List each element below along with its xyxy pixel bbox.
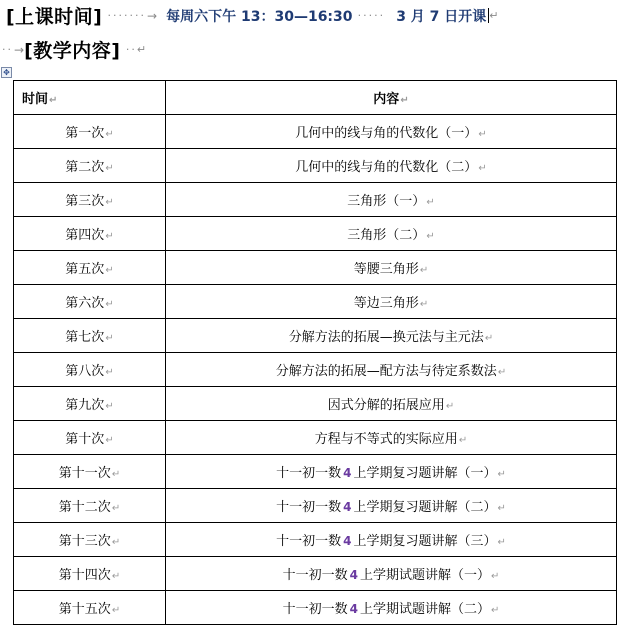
class-time-heading: [上课时间] (6, 6, 103, 28)
topic-cell: 等腰三角形↵ (166, 251, 617, 285)
cell-mark-icon: ↵ (105, 129, 114, 140)
topic-cell: 分解方法的拓展—换元法与主元法↵ (166, 319, 617, 353)
table-row (14, 489, 617, 523)
session-cell: 第十二次↵ (14, 489, 166, 523)
topic-cell: 十一初一数 4 上学期复习题讲解（三）↵ (166, 523, 617, 557)
topic-cell: 方程与不等式的实际应用↵ (166, 421, 617, 455)
cell-mark-icon: ↵ (497, 367, 507, 378)
cell-mark-icon: ↵ (105, 265, 114, 276)
topic-cell: 等边三角形↵ (166, 285, 617, 319)
cell-mark-icon: ↵ (400, 95, 409, 106)
cell-mark-icon: ↵ (491, 571, 500, 582)
formatting-marks: ··↵ (120, 43, 149, 56)
cell-mark-icon: ↵ (49, 95, 58, 106)
table-row (14, 285, 617, 319)
cell-mark-icon: ↵ (111, 537, 121, 548)
table-row (14, 557, 617, 591)
topic-cell: 十一初一数 4 上学期复习题讲解（一）↵ (166, 455, 617, 489)
cell-mark-icon: ↵ (105, 163, 114, 174)
session-cell: 第五次↵ (14, 251, 166, 285)
content-heading: [教学内容] (24, 40, 121, 62)
cell-mark-icon: ↵ (105, 435, 114, 446)
session-cell: 第十三次↵ (14, 523, 166, 557)
tab-arrow-icon: → (146, 8, 158, 23)
topic-cell: 几何中的线与角的代数化（一）↵ (166, 115, 617, 149)
cell-mark-icon: ↵ (111, 571, 121, 582)
paragraph-mark-icon: ↵ (489, 9, 501, 22)
topic-cell: 分解方法的拓展—配方法与待定系数法↵ (166, 353, 617, 387)
class-time-line (6, 2, 501, 28)
table-row (14, 591, 617, 625)
column-header-time: 时间↵ (14, 81, 166, 115)
session-cell: 第四次↵ (14, 217, 166, 251)
formatting-marks: ·· (2, 43, 13, 56)
cell-mark-icon: ↵ (105, 197, 114, 208)
cell-mark-icon: ↵ (426, 231, 435, 242)
session-cell: 第十五次↵ (14, 591, 166, 625)
cell-mark-icon: ↵ (426, 197, 435, 208)
syllabus-table (13, 80, 617, 625)
topic-cell: 三角形（一）↵ (166, 183, 617, 217)
formatting-marks: ······· (107, 9, 146, 22)
topic-cell: 因式分解的拓展应用↵ (166, 387, 617, 421)
topic-cell: 三角形（二）↵ (166, 217, 617, 251)
cell-mark-icon: ↵ (419, 265, 429, 276)
cell-mark-icon: ↵ (105, 231, 114, 242)
table-row (14, 115, 617, 149)
session-cell: 第二次↵ (14, 149, 166, 183)
cell-mark-icon: ↵ (111, 469, 121, 480)
session-cell: 第七次↵ (14, 319, 166, 353)
session-cell: 第八次↵ (14, 353, 166, 387)
cell-mark-icon: ↵ (105, 333, 114, 344)
start-date-text: 3 月 7 日开课 (396, 8, 487, 25)
table-row (14, 251, 617, 285)
table-row (14, 523, 617, 557)
topic-cell: 几何中的线与角的代数化（二）↵ (166, 149, 617, 183)
session-cell: 第十一次↵ (14, 455, 166, 489)
cell-mark-icon: ↵ (491, 605, 500, 616)
cell-mark-icon: ↵ (111, 503, 121, 514)
table-row (14, 149, 617, 183)
table-row (14, 319, 617, 353)
table-row (14, 387, 617, 421)
cell-mark-icon: ↵ (497, 537, 506, 548)
cell-mark-icon: ↵ (105, 299, 114, 310)
table-row (14, 353, 617, 387)
table-move-handle-icon[interactable]: ✥ (1, 67, 12, 78)
session-cell: 第十次↵ (14, 421, 166, 455)
cell-mark-icon: ↵ (458, 435, 468, 446)
table-row (14, 455, 617, 489)
cell-mark-icon: ↵ (105, 401, 114, 412)
topic-cell: 十一初一数 4 上学期试题讲解（一）↵ (166, 557, 617, 591)
table-header-row (14, 81, 617, 115)
cell-mark-icon: ↵ (478, 163, 487, 174)
cell-mark-icon: ↵ (419, 299, 429, 310)
table-row (14, 183, 617, 217)
content-line (2, 36, 148, 62)
cell-mark-icon: ↵ (497, 469, 506, 480)
table-row (14, 217, 617, 251)
session-cell: 第三次↵ (14, 183, 166, 217)
session-cell: 第一次↵ (14, 115, 166, 149)
cell-mark-icon: ↵ (478, 129, 487, 140)
cell-mark-icon: ↵ (445, 401, 455, 412)
cell-mark-icon: ↵ (497, 503, 506, 514)
cell-mark-icon: ↵ (105, 367, 114, 378)
schedule-text: 每周六下午 13：30—16:30 (166, 8, 353, 25)
cell-mark-icon: ↵ (111, 605, 121, 616)
table-row (14, 421, 617, 455)
topic-cell: 十一初一数 4 上学期试题讲解（二）↵ (166, 591, 617, 625)
tab-arrow-icon: → (14, 42, 25, 57)
session-cell: 第六次↵ (14, 285, 166, 319)
column-header-content: 内容↵ (166, 81, 617, 115)
session-cell: 第十四次↵ (14, 557, 166, 591)
formatting-marks: ····· (357, 9, 386, 22)
session-cell: 第九次↵ (14, 387, 166, 421)
cell-mark-icon: ↵ (484, 333, 494, 344)
topic-cell: 十一初一数 4 上学期复习题讲解（二）↵ (166, 489, 617, 523)
